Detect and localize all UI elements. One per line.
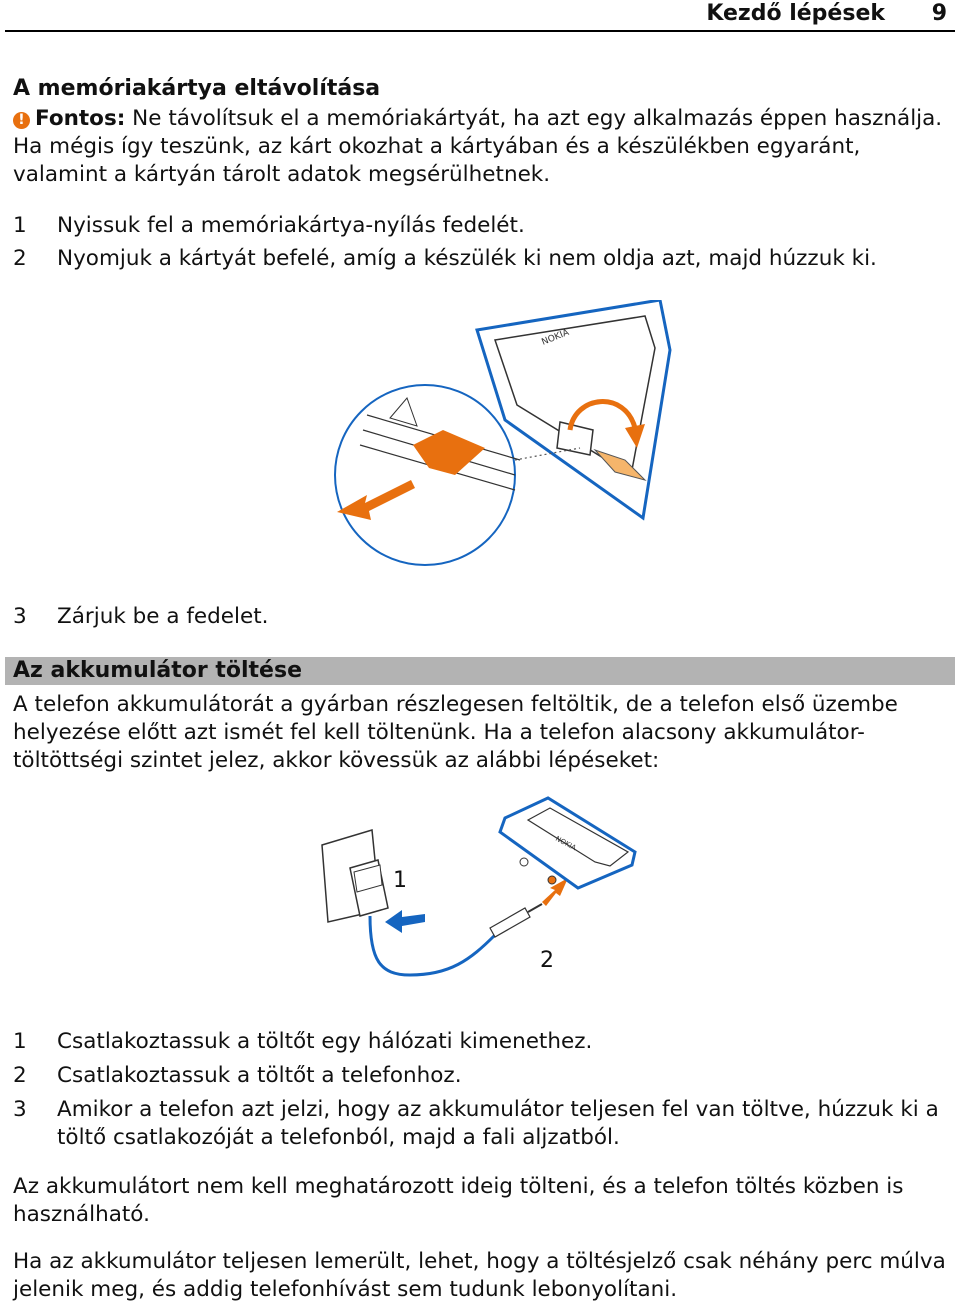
charging-intro: A telefon akkumulátorát a gyárban részlegesen feltöltik, de a telefon első üzembe helyezése előtt azt ismét fel kell töltenünk. Ha a telefon alacsony akkumulátor-töltöttségi szintet jelez, akkor kövessük az alábbi lépéseket: bbox=[13, 692, 898, 773]
list-item bbox=[13, 603, 948, 631]
step-number: 2 bbox=[13, 1063, 27, 1088]
charging-illustration bbox=[310, 790, 650, 990]
page-header bbox=[5, 0, 955, 32]
list-item bbox=[13, 1096, 948, 1152]
list-item bbox=[13, 245, 948, 273]
phone-port bbox=[520, 858, 528, 866]
nokia-logo: NOKIA bbox=[554, 834, 578, 853]
figure-label-2: 2 bbox=[540, 948, 554, 973]
charger-cable bbox=[370, 916, 495, 975]
list-item bbox=[13, 1028, 948, 1056]
section-title-charging: Az akkumulátor töltése bbox=[13, 658, 302, 683]
figure-label-1: 1 bbox=[393, 868, 407, 893]
step-number: 2 bbox=[13, 246, 27, 271]
warning-label: Fontos: bbox=[35, 106, 126, 131]
chapter-title: Kezdő lépések bbox=[706, 1, 885, 26]
step-text: Zárjuk be a fedelet. bbox=[57, 604, 269, 629]
step-text: Nyomjuk a kártyát befelé, amíg a készülék ki nem oldja azt, majd húzzuk ki. bbox=[57, 246, 877, 271]
section-title-memory-card: A memóriakártya eltávolítása bbox=[13, 76, 381, 101]
charging-note-2: Ha az akkumulátor teljesen lemerült, lehet, hogy a töltésjelző csak néhány perc múlva jelenik meg, és addig telefonhívást sem tudunk lebonyolítani. bbox=[13, 1249, 946, 1302]
step-text: Nyissuk fel a memóriakártya-nyílás fedelét. bbox=[57, 213, 525, 238]
page-number: 9 bbox=[931, 1, 947, 26]
charger-connector bbox=[490, 908, 530, 937]
connector-pin bbox=[528, 904, 542, 912]
section-header-band bbox=[5, 657, 955, 685]
charging-note-1: Az akkumulátort nem kell meghatározott ideig tölteni, és a telefon töltés közben is használható. bbox=[13, 1174, 904, 1227]
warning-text: Ne távolítsuk el a memóriakártyát, ha azt egy alkalmazás éppen használja. Ha mégis így teszünk, az kárt okozhat a kártyában és a készülékben egyaránt, valamint a kártyán tárolt adatok megsérülhetnek. bbox=[13, 106, 943, 187]
step-number: 1 bbox=[13, 1029, 27, 1054]
magnifier-circle bbox=[335, 385, 515, 565]
step-number: 1 bbox=[13, 213, 27, 238]
step-number: 3 bbox=[13, 1097, 27, 1122]
step-number: 3 bbox=[13, 604, 27, 629]
step-text: Amikor a telefon azt jelzi, hogy az akkumulátor teljesen fel van töltve, húzzuk ki a töltő csatlakozóját a telefonból, majd a fali aljzatból. bbox=[57, 1097, 939, 1150]
warning-icon: ! bbox=[13, 112, 30, 129]
list-item bbox=[13, 1062, 948, 1090]
step-text: Csatlakoztassuk a töltőt egy hálózati kimenethez. bbox=[57, 1029, 593, 1054]
list-item bbox=[13, 212, 948, 240]
memory-card-removal-illustration bbox=[325, 300, 685, 570]
step-text: Csatlakoztassuk a töltőt a telefonhoz. bbox=[57, 1063, 462, 1088]
charger-port bbox=[548, 876, 556, 884]
nokia-logo: NOKIA bbox=[540, 327, 571, 348]
plug-in-arrow-icon bbox=[385, 910, 425, 933]
warning-paragraph bbox=[13, 105, 948, 189]
